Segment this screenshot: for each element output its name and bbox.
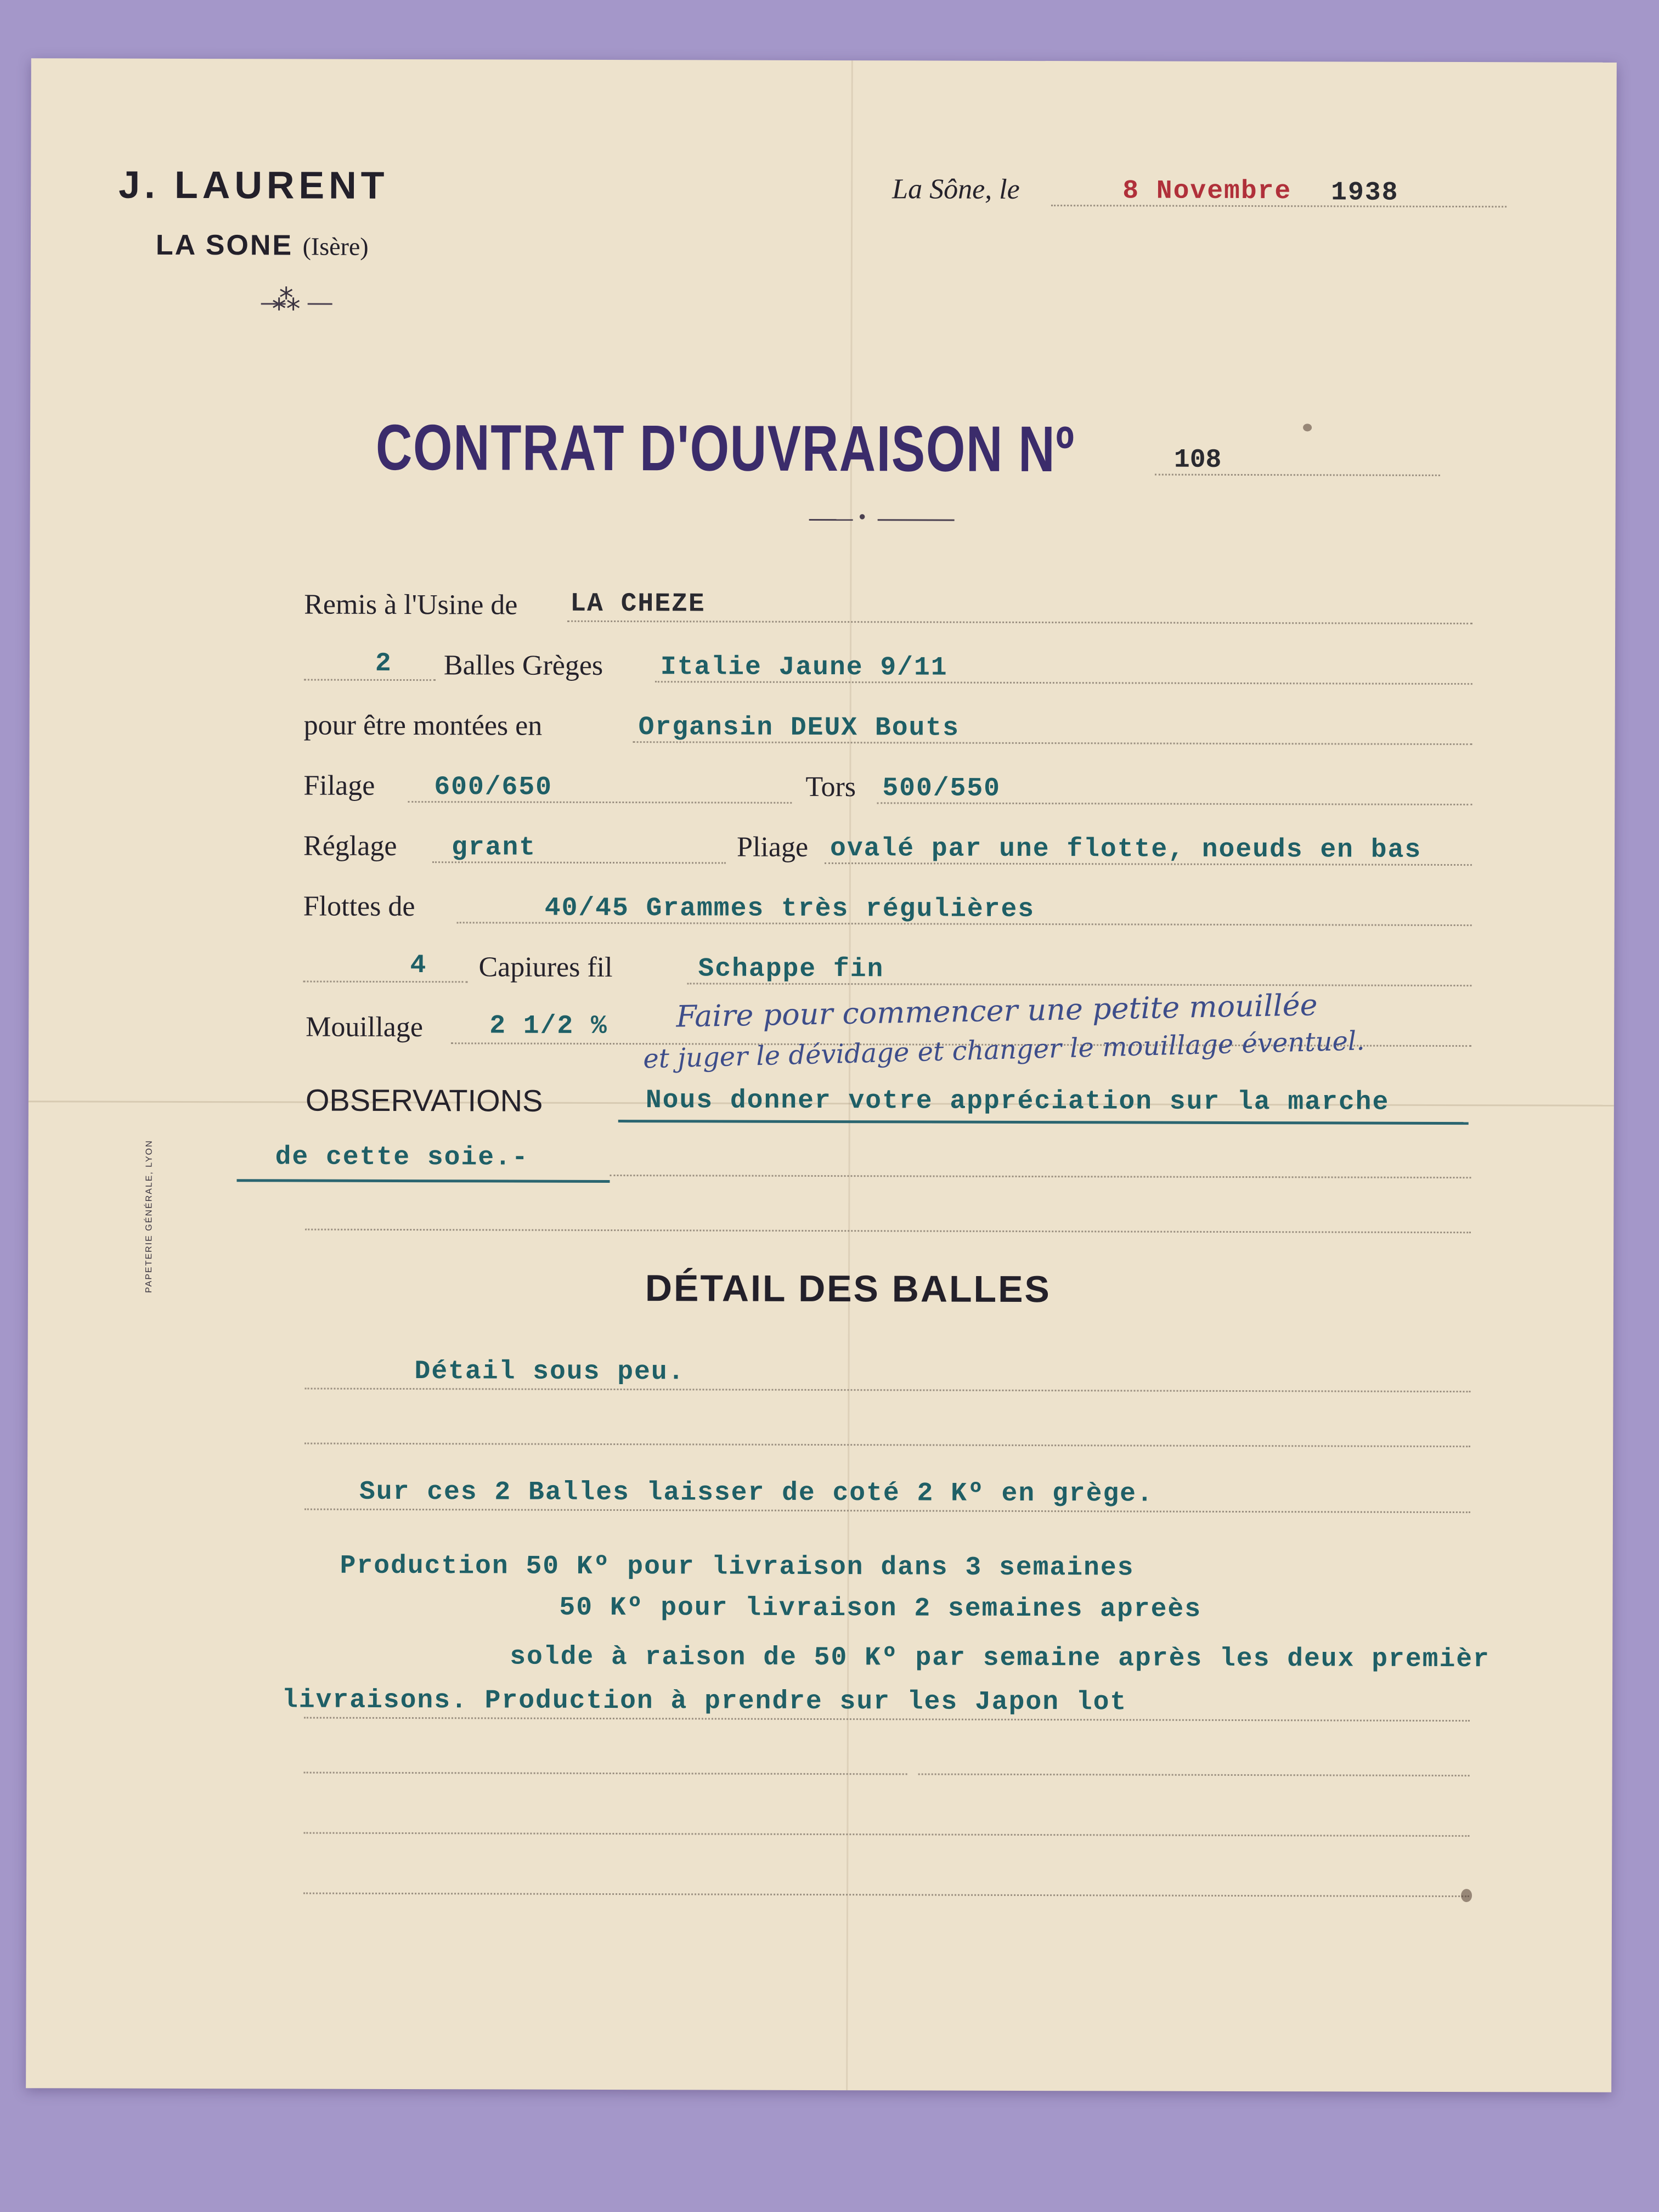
montees-label: pour être montées en — [303, 709, 543, 742]
contract-number: 108 — [1173, 445, 1222, 475]
capiures-count: 4 — [410, 951, 427, 981]
detail-line-2: Sur ces 2 Balles laisser de coté 2 Kº en grège. — [359, 1477, 1154, 1509]
contract-sheet — [26, 58, 1617, 2092]
printer-imprint: PAPETERIE GÉNÉRALE, LYON — [144, 1139, 154, 1293]
pliage-value: ovalé par une flotte, noeuds en bas — [830, 834, 1422, 865]
tors-label: Tors — [805, 771, 856, 803]
observations-underline-2 — [236, 1179, 610, 1183]
title-divider-left — [809, 519, 853, 521]
detail-dotline-5a — [304, 1772, 907, 1775]
date-label: La Sône, le — [892, 173, 1020, 205]
detail-heading: DÉTAIL DES BALLES — [645, 1267, 1051, 1311]
ink-stain — [1461, 1889, 1472, 1902]
ornament-left-rule — [261, 303, 286, 304]
mouillage-value: 2 1/2 % — [489, 1011, 608, 1041]
balles-value: Italie Jaune 9/11 — [660, 652, 948, 683]
date-day-month: 8 Novembre — [1122, 176, 1292, 207]
balles-label: Balles Grèges — [443, 650, 603, 681]
observations-dotline-2 — [610, 1175, 1471, 1178]
mouillage-handwritten-line-1: Faire pour commencer une petite mouillée — [675, 988, 1318, 1034]
detail-dotline-5b — [918, 1773, 1470, 1776]
detail-line-6: livraisons. Production à prendre sur les Japon lot — [281, 1685, 1127, 1718]
capiures-label: Capiures fil — [478, 951, 613, 984]
flottes-label: Flottes de — [303, 890, 415, 923]
balles-count: 2 — [375, 648, 392, 679]
observations-label: OBSERVATIONS — [305, 1082, 543, 1118]
department-name: (Isère) — [302, 232, 369, 261]
detail-dotline-6 — [303, 1832, 1469, 1837]
reglage-dotline — [432, 861, 726, 864]
detail-dotline-2 — [304, 1443, 1470, 1448]
company-city — [156, 229, 369, 262]
tors-value: 500/550 — [882, 774, 1001, 804]
detail-line-4: 50 Kº pour livraison 2 semaines apreès — [559, 1593, 1202, 1624]
montees-dotline — [633, 741, 1472, 745]
filage-label: Filage — [303, 770, 375, 802]
montees-value: Organsin DEUX Bouts — [638, 713, 960, 743]
ink-stain — [1303, 424, 1312, 431]
reglage-label: Réglage — [303, 830, 397, 862]
detail-line-5: solde à raison de 50 Kº par semaine après les deux premièr — [510, 1642, 1490, 1675]
title-divider-dot-icon: • — [858, 504, 866, 529]
detail-dotline-3 — [304, 1509, 1470, 1514]
city-name: LA SONE — [155, 229, 294, 262]
mouillage-handwritten-line-2: et juger le dévidage et changer le mouillage éventuel. — [642, 1025, 1365, 1075]
balles-dotline — [655, 681, 1472, 685]
observations-dotline-3 — [305, 1229, 1471, 1234]
observations-line-1: Nous donner votre appréciation sur la marche — [645, 1086, 1390, 1118]
capiures-count-dotline — [303, 981, 467, 983]
usine-label: Remis à l'Usine de — [304, 589, 518, 621]
flottes-value: 40/45 Grammes très régulières — [544, 893, 1035, 925]
date-year: 1938 — [1331, 178, 1399, 208]
observations-line-2: de cette soie.- — [275, 1142, 529, 1173]
balles-count-dotline — [304, 679, 436, 681]
tors-dotline — [877, 802, 1472, 805]
filage-dotline — [408, 801, 792, 804]
star-ornament-icon: ⁂ — [272, 285, 301, 317]
detail-line-3: Production 50 Kº pour livraison dans 3 semaines — [340, 1551, 1135, 1583]
detail-dotline-4 — [304, 1717, 1470, 1722]
detail-line-1: Détail sous peu. — [414, 1357, 685, 1387]
company-name: J. LAURENT — [119, 163, 389, 207]
reglage-value: grant — [452, 833, 537, 863]
vertical-fold — [846, 60, 853, 2090]
detail-dotline-1 — [304, 1388, 1470, 1393]
capiures-value: Schappe fin — [698, 954, 884, 985]
pliage-label: Pliage — [737, 831, 809, 863]
usine-value: LA CHEZE — [570, 589, 706, 619]
filage-value: 600/650 — [434, 772, 553, 803]
contract-title: CONTRAT D'OUVRAISON Nº — [375, 411, 1075, 486]
mouillage-label: Mouillage — [306, 1011, 424, 1043]
title-divider-right — [878, 519, 955, 521]
detail-dotline-7 — [303, 1893, 1469, 1898]
usine-dotline — [567, 620, 1472, 624]
capiures-dotline — [687, 983, 1471, 986]
title-dotline — [1155, 474, 1440, 476]
observations-underline-1 — [618, 1120, 1469, 1125]
ornament-right-rule — [308, 303, 332, 305]
